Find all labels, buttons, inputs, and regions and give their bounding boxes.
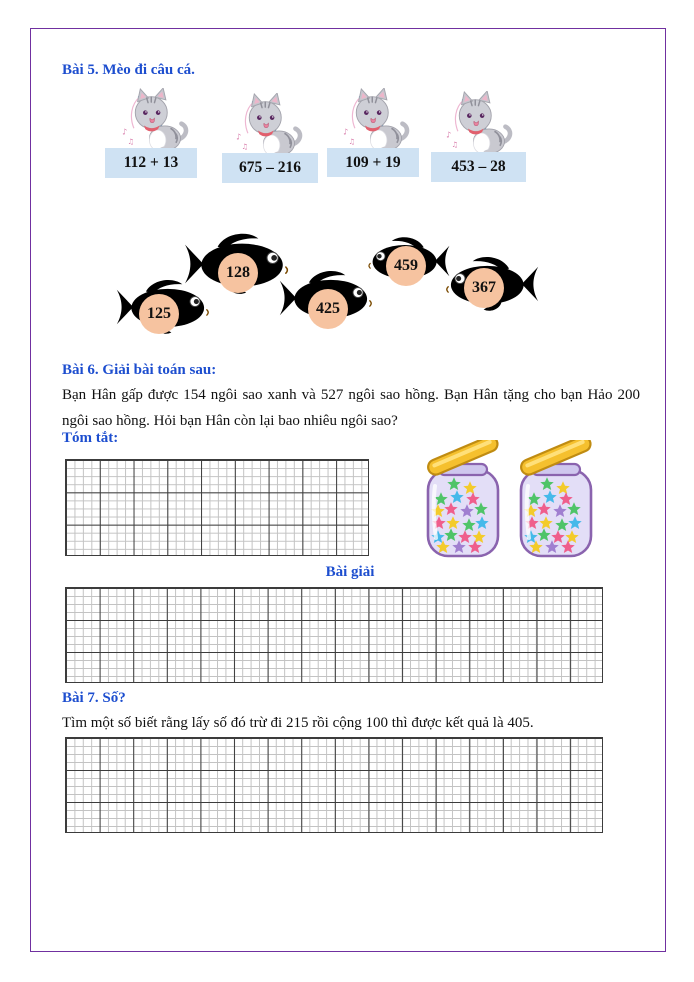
fishing-cat-illustration bbox=[112, 88, 196, 152]
fish-illustration bbox=[440, 250, 540, 318]
fish-illustration bbox=[363, 232, 451, 290]
exercise6-problem-text: Bạn Hân gấp được 154 ngôi sao xanh và 527 ngôi sao hồng. Bạn Hân tặng cho bạn Hảo 200 ngôi sao hồng. Hỏi bạn Hân còn lại bao nhiêu ngôi sao? bbox=[62, 387, 640, 429]
exercise7-title: Bài 7. Số? bbox=[62, 690, 126, 706]
answer-writing-grid bbox=[65, 737, 603, 833]
fishing-cat-illustration bbox=[333, 88, 417, 152]
fishing-cat-illustration bbox=[436, 91, 520, 155]
fish-number-badge: 425 bbox=[308, 289, 348, 329]
expression-box: 112 + 13 bbox=[105, 148, 197, 178]
exercise6-title: Bài 6. Giải bài toán sau: bbox=[62, 362, 217, 378]
expression-box: 453 – 28 bbox=[431, 152, 526, 182]
fishing-cat-illustration bbox=[226, 93, 310, 157]
solution-label: Bài giải bbox=[325, 564, 375, 580]
summary-label: Tóm tắt: bbox=[62, 430, 119, 446]
solution-writing-grid bbox=[65, 587, 603, 683]
expression-box: 675 – 216 bbox=[222, 153, 318, 183]
fish-number-badge: 125 bbox=[139, 294, 179, 334]
exercise7-problem-text: Tìm một số biết rằng lấy số đó trừ đi 215 rồi cộng 100 thì được kết quả là 405. bbox=[62, 715, 534, 731]
fish-number-badge: 128 bbox=[218, 253, 258, 293]
star-jars-illustration bbox=[422, 440, 597, 562]
fish-number-badge: 367 bbox=[464, 268, 504, 308]
exercise5-title: Bài 5. Mèo đi câu cá. bbox=[62, 62, 195, 78]
fish-number-badge: 459 bbox=[386, 246, 426, 286]
summary-writing-grid bbox=[65, 459, 369, 556]
expression-box: 109 + 19 bbox=[327, 148, 419, 177]
